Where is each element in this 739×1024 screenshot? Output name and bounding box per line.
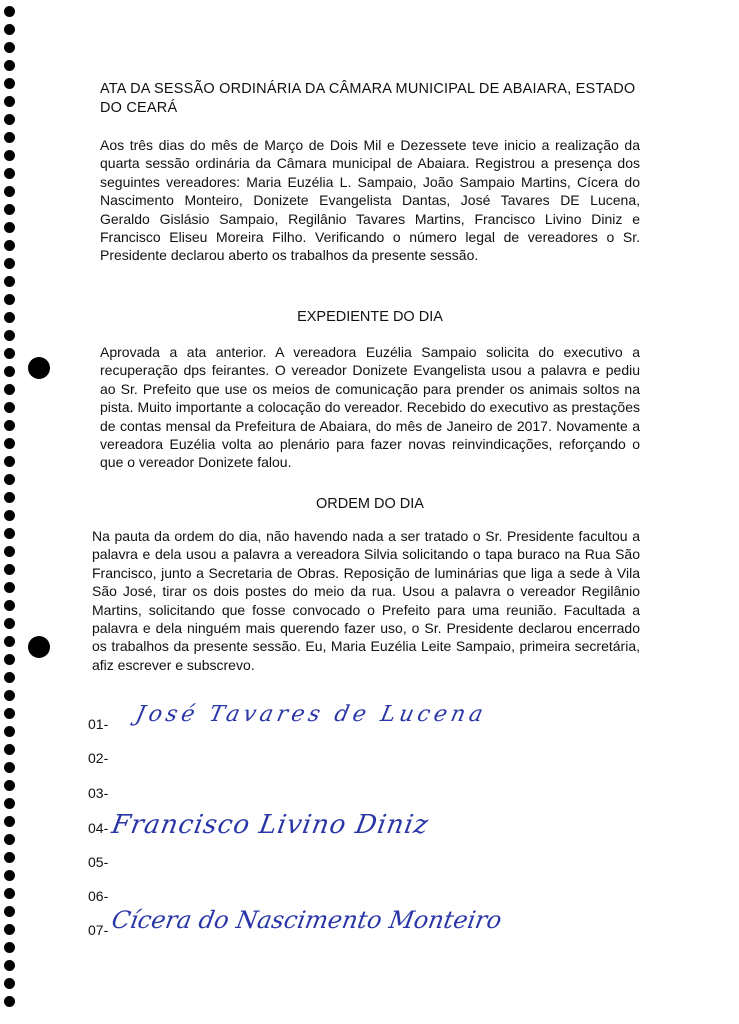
binder-hole (4, 276, 15, 287)
signature-line-05: 05- (88, 854, 109, 870)
handwritten-signature-07: Cícera do Nascimento Monteiro (109, 906, 504, 934)
binder-hole (4, 780, 15, 791)
binder-hole (4, 762, 15, 773)
binder-hole (4, 24, 15, 35)
binder-hole (4, 690, 15, 701)
signature-line-03: 03- (88, 785, 109, 801)
binder-hole (4, 204, 15, 215)
signature-line-07: 07- (88, 922, 109, 938)
binder-hole (4, 834, 15, 845)
binder-hole (4, 888, 15, 899)
signature-line-04: 04- (88, 820, 109, 836)
binder-hole (4, 582, 15, 593)
section-heading-expediente: EXPEDIENTE DO DIA (297, 309, 443, 325)
binder-hole (4, 960, 15, 971)
binder-hole (4, 996, 15, 1007)
handwritten-signature-04: Francisco Livino Diniz (109, 810, 432, 840)
binder-hole (4, 186, 15, 197)
binder-hole (4, 78, 15, 89)
binder-hole (4, 258, 15, 269)
handwritten-signature-01: José Tavares de Lucena (133, 702, 489, 727)
ordem-paragraph: Na pauta da ordem do dia, não havendo nada a ser tratado o Sr. Presidente facultou a palavra e dela usou a palavra a vereadora Silvia solicitando o tapa buraco na Rua São Francisco, junto a Secretaria de Obras. Reposição de luminárias que liga a sede à Vila São José, tirar os dois postes do meio da rua. Usou a palavra o vereador Regilânio Martins, solicitando que fosse convocado o Prefeito para uma reunião. Facultada a palavra e dela ninguém mais querendo fazer uso, o Sr. Presidente declarou encerrado os trabalhos da presente sessão. Eu, Maria Euzélia Leite Sampaio, primeira secretária, afiz escrever e subscrevo. (92, 528, 640, 673)
binder-hole (4, 456, 15, 467)
binder-hole (4, 744, 15, 755)
binder-hole (4, 150, 15, 161)
binder-hole (4, 438, 15, 449)
binder-hole (4, 384, 15, 395)
binder-holes (0, 0, 24, 1024)
signature-line-01: 01- (88, 716, 109, 732)
binder-hole (4, 402, 15, 413)
binder-hole (4, 366, 15, 377)
binder-hole (4, 96, 15, 107)
binder-hole (4, 492, 15, 503)
binder-hole (4, 528, 15, 539)
binder-hole (4, 654, 15, 665)
binder-hole (4, 348, 15, 359)
signature-line-02: 02- (88, 750, 109, 766)
binder-hole (4, 564, 15, 575)
binder-hole (4, 798, 15, 809)
binder-hole (4, 420, 15, 431)
binder-hole (4, 636, 15, 647)
binder-hole (4, 114, 15, 125)
binder-hole (4, 6, 15, 17)
binder-hole (4, 600, 15, 611)
binder-hole (4, 726, 15, 737)
binder-hole (4, 816, 15, 827)
binder-hole (4, 168, 15, 179)
signature-line-06: 06- (88, 888, 109, 904)
document-title: ATA DA SESSÃO ORDINÁRIA DA CÂMARA MUNICIPAL DE ABAIARA, ESTADO DO CEARÁ (100, 81, 636, 116)
binder-hole (4, 978, 15, 989)
binder-hole (4, 870, 15, 881)
binder-hole (4, 60, 15, 71)
binder-hole (4, 222, 15, 233)
binder-hole (4, 924, 15, 935)
section-heading-ordem: ORDEM DO DIA (316, 496, 424, 512)
binder-hole (4, 852, 15, 863)
binder-hole (4, 294, 15, 305)
binder-hole (4, 510, 15, 521)
binder-hole (4, 546, 15, 557)
binder-hole (4, 312, 15, 323)
punch-hole (28, 357, 50, 379)
expediente-paragraph: Aprovada a ata anterior. A vereadora Euzélia Sampaio solicita do executivo a recuperação dps feirantes. O vereador Donizete Evangelista usou a palavra e pediu ao Sr. Prefeito que use os meios de comunicação para prender os animais soltos na pista. Muito importante a colocação do vereador. Recebido do executivo as prestações de contas mensal da Prefeitura de Abaiara, do mês de Janeiro de 2017. Novamente a vereadora Euzélia volta ao plenário para fazer novas reinvindicações, reforçando o que o vereador Donizete falou. (100, 344, 640, 471)
binder-hole (4, 474, 15, 485)
intro-paragraph: Aos três dias do mês de Março de Dois Mil e Dezessete teve inicio a realização da quarta sessão ordinária da Câmara municipal de Abaiara. Registrou a presença dos seguintes vereadores: Maria Euzélia L. Sampaio, João Sampaio Martins, Cícera do Nascimento Monteiro, Donizete Evangelista Dantas, José Tavares DE Lucena, Geraldo Gislásio Sampaio, Regilânio Tavares Martins, Francisco Livino Diniz e Francisco Eliseu Moreira Filho. Verificando o número legal de vereadores o Sr. Presidente declarou aberto os trabalhos da presente sessão. (100, 137, 640, 264)
binder-hole (4, 906, 15, 917)
binder-hole (4, 618, 15, 629)
binder-hole (4, 42, 15, 53)
binder-hole (4, 240, 15, 251)
binder-hole (4, 708, 15, 719)
binder-hole (4, 942, 15, 953)
punch-hole (28, 636, 50, 658)
binder-hole (4, 330, 15, 341)
binder-hole (4, 672, 15, 683)
binder-hole (4, 132, 15, 143)
